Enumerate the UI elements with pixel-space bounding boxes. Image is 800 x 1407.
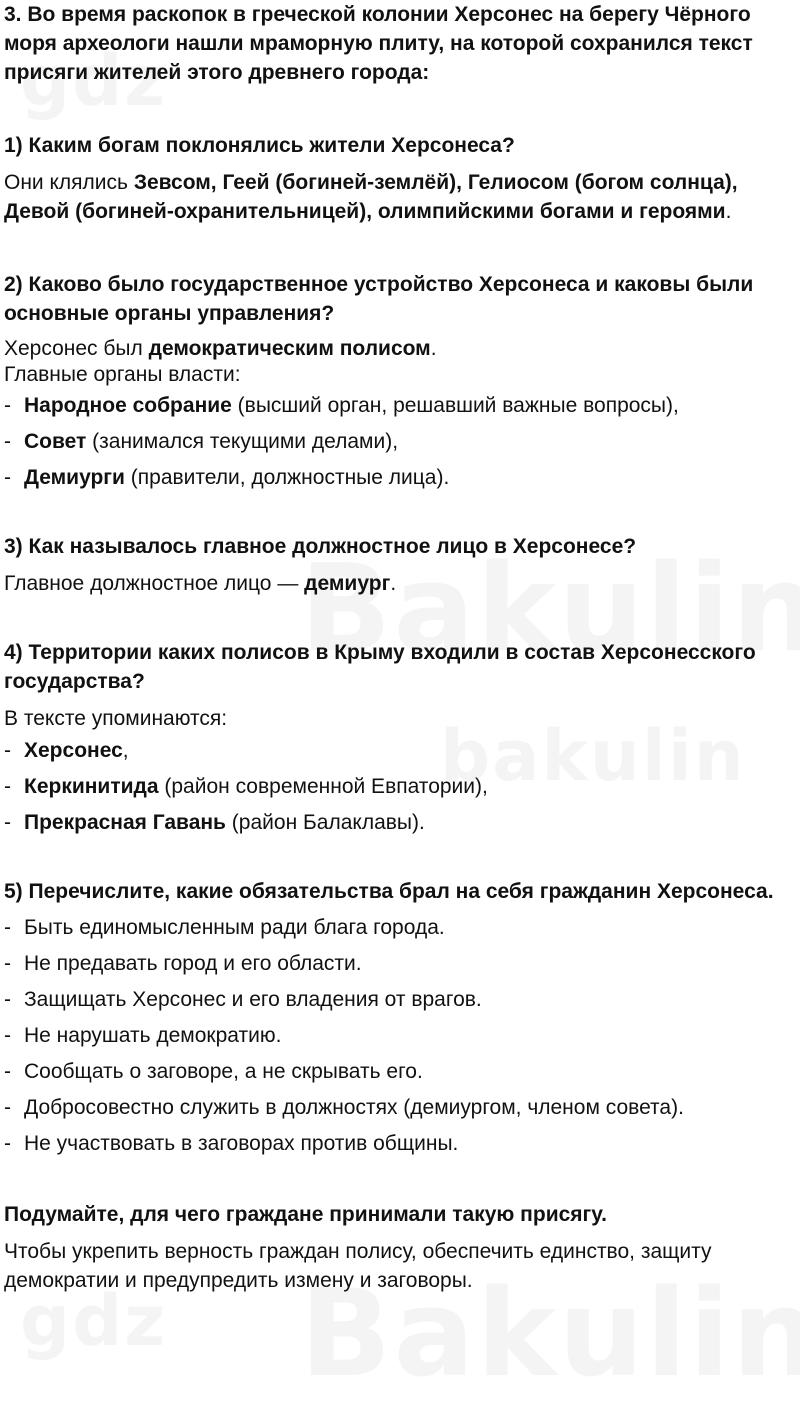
list-item: - Быть единомысленным ради блага города. (4, 916, 445, 939)
list-item: - Защищать Херсонес и его владения от врагов. (4, 988, 482, 1011)
list-item: - Сообщать о заговоре, а не скрывать его. (4, 1060, 423, 1083)
answer-3: Главное должностное лицо — демиург. (4, 572, 397, 595)
think-question: Подумайте, для чего граждане принимали такую присягу. (4, 1203, 607, 1226)
think-answer: Чтобы укрепить верность граждан полису, обеспечить единство, защиту демократии и предупредить измену и заговоры. (4, 1240, 712, 1292)
list-item: - Прекрасная Гавань (район Балаклавы). (4, 811, 425, 834)
list-item: - Добросовестно служить в должностях (демиургом, членом совета). (4, 1096, 684, 1119)
question-3: 3) Как называлось главное должностное лицо в Херсонесе? (4, 535, 637, 558)
list-item: - Демиурги (правители, должностные лица). (4, 466, 450, 489)
answer-4-line-1: В тексте упоминаются: (4, 707, 228, 730)
answer-2-line-2: Главные органы власти: (4, 363, 241, 386)
list-item: - Не предавать город и его области. (4, 952, 362, 975)
list-item: - Керкинитида (район современной Евпатории), (4, 775, 488, 798)
question-4: 4) Территории каких полисов в Крыму входили в состав Херсонесского государства? (4, 641, 756, 693)
answer-1: Они клялись Зевсом, Геей (богиней-землёй), Гелиосом (богом солнца), Девой (богиней-охранительницей), олимпийскими богами и героями. (4, 171, 738, 223)
list-item: - Не участвовать в заговорах против общины. (4, 1132, 459, 1155)
question-5: 5) Перечислите, какие обязательства брал на себя гражданин Херсонеса. (4, 880, 774, 903)
question-1: 1) Каким богам поклонялись жители Херсонеса? (4, 134, 515, 157)
task-intro: 3. Во время раскопок в греческой колонии Херсонес на берегу Чёрного моря археологи нашли мраморную плиту, на которой сохранился текст присяги жителей этого древнего города: (4, 3, 753, 84)
obligations-list (4, 910, 796, 1162)
list-item: - Херсонес, (4, 739, 129, 762)
answer-2-line-1: Херсонес был демократическим полисом. (4, 337, 437, 360)
list-item: - Не нарушать демократию. (4, 1024, 282, 1047)
government-bodies-list (4, 388, 796, 496)
list-item: - Совет (занимался текущими делами), (4, 430, 399, 453)
question-2: 2) Каково было государственное устройство Херсонеса и каковы были основные органы управления? (4, 273, 754, 325)
poleis-list (4, 733, 796, 841)
list-item: - Народное собрание (высший орган, решавший важные вопросы), (4, 394, 679, 417)
